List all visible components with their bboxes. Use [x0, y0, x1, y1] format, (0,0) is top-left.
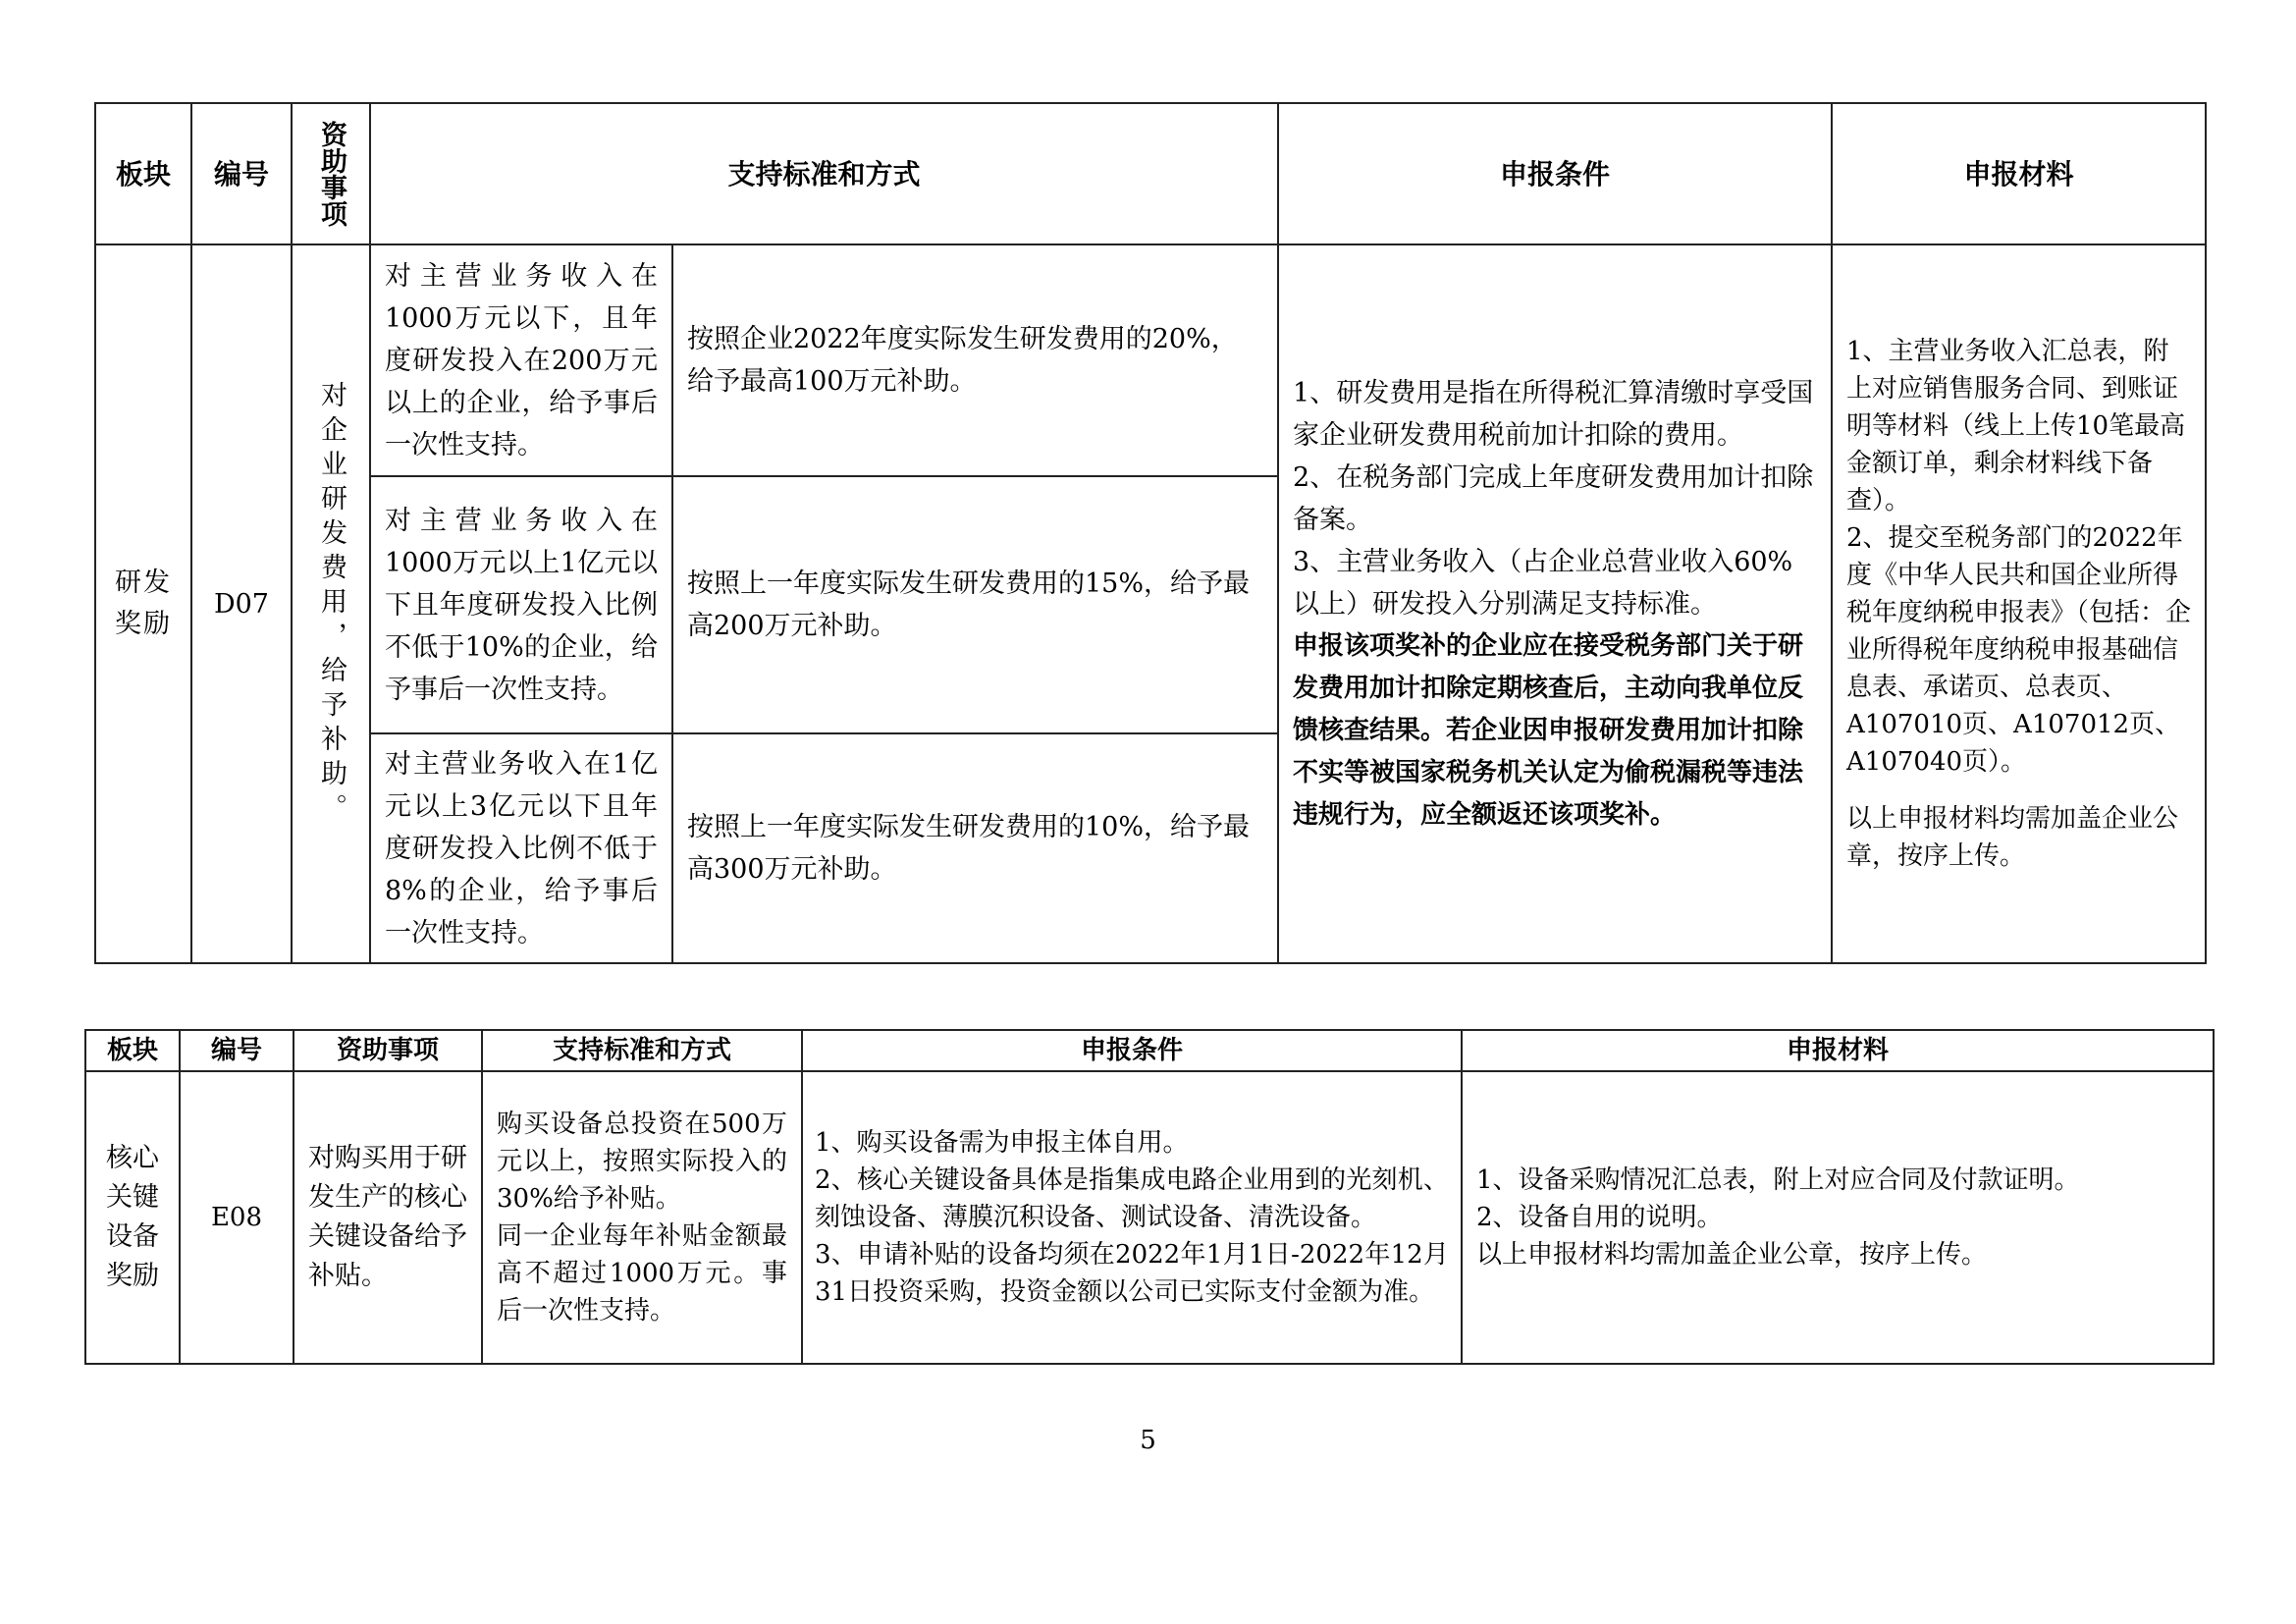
- condition-item: 3、申请补贴的设备均须在2022年1月1日-2022年12月31日投资采购，投资金额以公司已实际支付金额为准。: [815, 1240, 1449, 1307]
- material-item: 1、设备采购情况汇总表，附上对应合同及付款证明。: [1476, 1165, 2080, 1195]
- code-cell: D07: [191, 244, 292, 963]
- header-materials: 申报材料: [1832, 103, 2206, 244]
- material-item: 2、设备自用的说明。: [1476, 1203, 1723, 1232]
- page-number: 5: [1140, 1426, 1156, 1455]
- conditions-cell: [802, 1071, 1462, 1364]
- conditions-cell: [1278, 244, 1832, 963]
- table-row: [85, 1071, 2214, 1364]
- rd-award-table: [94, 102, 2207, 964]
- materials-cell: [1462, 1071, 2214, 1364]
- tier-criteria: 对主营业务收入在1000万元以上1亿元以下且年度研发投入比例不低于10%的企业，给予事后一次性支持。: [370, 476, 672, 733]
- equipment-award-table: [84, 1029, 2215, 1365]
- tier-method: 按照上一年度实际发生研发费用的15%，给予最高200万元补助。: [672, 476, 1278, 733]
- materials-note: 以上申报材料均需加盖企业公章，按序上传。: [1846, 804, 2179, 871]
- tier-criteria: 对主营业务收入在1亿元以上3亿元以下且年度研发投入比例不低于8%的企业，给予事后一次性支持。: [370, 733, 672, 963]
- header-materials: 申报材料: [1462, 1030, 2214, 1071]
- support-item: 同一企业每年补贴金额最高不超过1000万元。事后一次性支持。: [497, 1221, 787, 1326]
- condition-item: 1、购买设备需为申报主体自用。: [815, 1128, 1189, 1158]
- support-cell: [482, 1071, 802, 1364]
- table-header-row: [95, 103, 2206, 244]
- item-cell: [292, 244, 370, 963]
- item-cell: 对购买用于研发生产的核心关键设备给予补贴。: [294, 1071, 482, 1364]
- header-code: 编号: [180, 1030, 294, 1071]
- code-cell: E08: [180, 1071, 294, 1364]
- condition-item: 1、研发费用是指在所得税汇算清缴时享受国家企业研发费用税前加计扣除的费用。: [1293, 377, 1814, 451]
- conditions-note: 申报该项奖补的企业应在接受税务部门关于研发费用加计扣除定期核查后，主动向我单位反馈核查结果。若企业因申报研发费用加计扣除不实等被国家税务机关认定为偷税漏税等违法违规行为，应全额返还该项奖补。: [1293, 630, 1804, 830]
- condition-item: 2、在税务部门完成上年度研发费用加计扣除备案。: [1293, 461, 1814, 535]
- header-support: 支持标准和方式: [370, 103, 1278, 244]
- tier-criteria: 对主营业务收入在1000万元以下，且年度研发投入在200万元以上的企业，给予事后一次性支持。: [370, 244, 672, 476]
- support-item: 购买设备总投资在500万元以上，按照实际投入的30%给予补贴。: [497, 1110, 787, 1214]
- material-item: 1、主营业务收入汇总表，附上对应销售服务合同、到账证明等材料（线上上传10笔最高金额订单，剩余材料线下备查）。: [1846, 337, 2186, 515]
- tier-method: 按照企业2022年度实际发生研发费用的20%，给予最高100万元补助。: [672, 244, 1278, 476]
- condition-item: 2、核心关键设备具体是指集成电路企业用到的光刻机、刻蚀设备、薄膜沉积设备、测试设备、清洗设备。: [815, 1165, 1449, 1232]
- header-conditions: 申报条件: [802, 1030, 1462, 1071]
- header-item: 资助事项: [294, 1030, 482, 1071]
- block-cell: [95, 244, 191, 963]
- header-item-text: 资助事项: [316, 121, 347, 227]
- header-support: 支持标准和方式: [482, 1030, 802, 1071]
- header-item: [292, 103, 370, 244]
- header-block: 板块: [95, 103, 191, 244]
- materials-cell: [1832, 244, 2206, 963]
- header-block: 板块: [85, 1030, 180, 1071]
- block-text: 核心关键设备奖励: [106, 1143, 159, 1291]
- header-code: 编号: [191, 103, 292, 244]
- tier-method: 按照上一年度实际发生研发费用的10%，给予最高300万元补助。: [672, 733, 1278, 963]
- block-cell: [85, 1071, 180, 1364]
- table-row: [95, 244, 2206, 476]
- material-item: 2、提交至税务部门的2022年度《中华人民共和国企业所得税年度纳税申报表》（包括：企业所得税年度纳税申报基础信息表、承诺页、总表页、A107010页、A107012页、A107040页）。: [1846, 523, 2192, 777]
- block-text: 研发奖励: [115, 568, 172, 639]
- table-header-row: [85, 1030, 2214, 1071]
- item-text: 对企业研发费用，给予补助。: [316, 380, 347, 828]
- header-conditions: 申报条件: [1278, 103, 1832, 244]
- material-item: 以上申报材料均需加盖企业公章，按序上传。: [1476, 1240, 1988, 1270]
- condition-item: 3、主营业务收入（占企业总营业收入60%以上）研发投入分别满足支持标准。: [1293, 546, 1793, 620]
